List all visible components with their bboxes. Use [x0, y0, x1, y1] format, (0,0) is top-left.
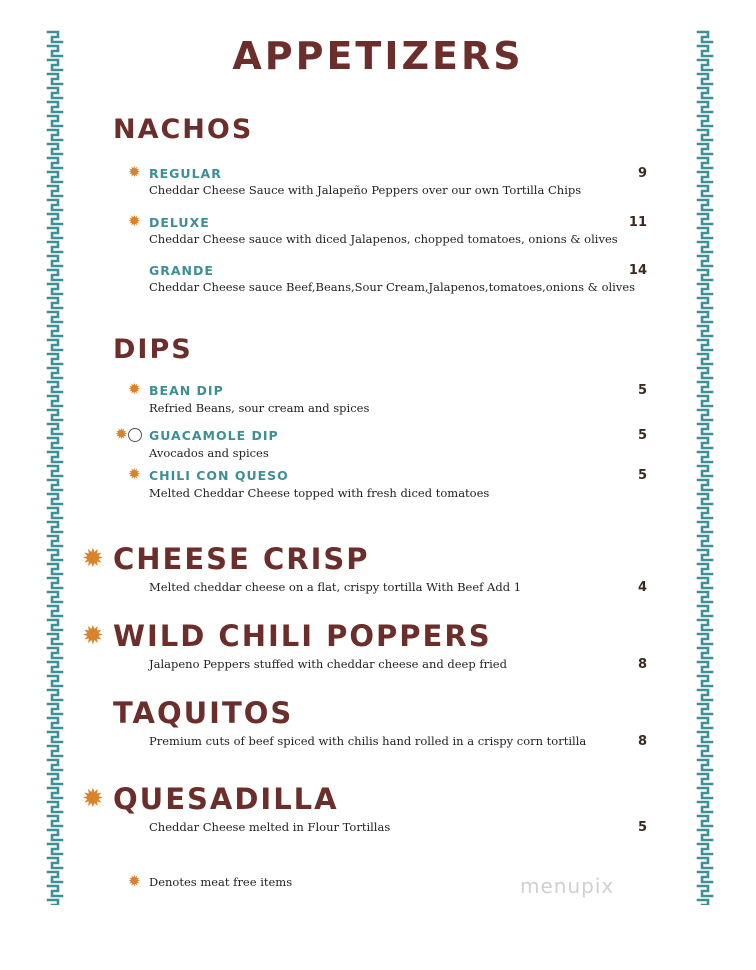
section-heading-wild-chili-poppers: WILD CHILI POPPERS	[113, 619, 492, 653]
meat-free-sun-icon: ✹	[82, 784, 104, 814]
price-cheese-crisp: 4	[637, 580, 647, 595]
price-wild-chili-poppers: 8	[637, 657, 647, 672]
meat-free-sun-icon: ✹	[128, 380, 141, 398]
meat-free-sun-icon: ✹	[128, 872, 141, 890]
item-desc-guacamole-dip: Avocados and spices	[149, 446, 269, 460]
item-name-deluxe: DELUXE	[149, 215, 210, 230]
section-heading-cheese-crisp: CHEESE CRISP	[113, 542, 370, 576]
section-heading-taquitos: TAQUITOS	[113, 696, 294, 730]
left-border-pattern	[44, 30, 66, 905]
item-desc-cheese-crisp: Melted cheddar cheese on a flat, crispy tortilla With Beef Add 1	[149, 580, 522, 594]
item-desc-regular: Cheddar Cheese Sauce with Jalapeño Peppers over our own Tortilla Chips	[149, 183, 582, 197]
section-heading-nachos: NACHOS	[113, 114, 254, 145]
page-title: APPETIZERS	[232, 34, 524, 78]
item-name-grande: GRANDE	[149, 263, 214, 278]
section-heading-dips: DIPS	[113, 334, 193, 365]
price-chili-con-queso: 5	[637, 468, 647, 483]
item-desc-chili-con-queso: Melted Cheddar Cheese topped with fresh diced tomatoes	[149, 486, 490, 500]
meat-free-sun-icon: ✹	[82, 544, 104, 574]
item-desc-quesadilla: Cheddar Cheese melted in Flour Tortillas	[149, 820, 391, 834]
item-name-guacamole-dip: GUACAMOLE DIP	[149, 428, 279, 443]
item-desc-grande: Cheddar Cheese sauce Beef,Beans,Sour Cream,Jalapenos,tomatoes,onions & olives	[149, 280, 636, 294]
item-desc-wild-chili-poppers: Jalapeno Peppers stuffed with cheddar cheese and deep fried	[149, 657, 507, 671]
item-desc-bean-dip: Refried Beans, sour cream and spices	[149, 401, 370, 415]
item-desc-taquitos: Premium cuts of beef spiced with chilis hand rolled in a crispy corn tortilla	[149, 734, 587, 748]
price-taquitos: 8	[637, 734, 647, 749]
watermark: menupix	[520, 874, 615, 898]
price-grande: 14	[628, 263, 647, 278]
item-name-bean-dip: BEAN DIP	[149, 383, 224, 398]
item-name-regular: REGULAR	[149, 166, 222, 181]
avocado-icon	[128, 428, 142, 442]
meat-free-sun-icon: ✹	[128, 465, 141, 483]
price-deluxe: 11	[628, 215, 647, 230]
meat-free-sun-icon: ✹	[128, 163, 141, 181]
footnote: Denotes meat free items	[149, 875, 293, 889]
price-quesadilla: 5	[637, 820, 647, 835]
meat-free-sun-icon: ✹	[128, 212, 141, 230]
price-guacamole-dip: 5	[637, 428, 647, 443]
right-border-pattern	[694, 30, 716, 905]
item-desc-deluxe: Cheddar Cheese sauce with diced Jalapenos, chopped tomatoes, onions & olives	[149, 232, 618, 246]
price-bean-dip: 5	[637, 383, 647, 398]
meat-free-sun-icon: ✹	[82, 621, 104, 651]
price-regular: 9	[637, 166, 647, 181]
meat-free-sun-icon: ✹	[115, 425, 128, 443]
section-heading-quesadilla: QUESADILLA	[113, 782, 339, 816]
item-name-chili-con-queso: CHILI CON QUESO	[149, 468, 289, 483]
